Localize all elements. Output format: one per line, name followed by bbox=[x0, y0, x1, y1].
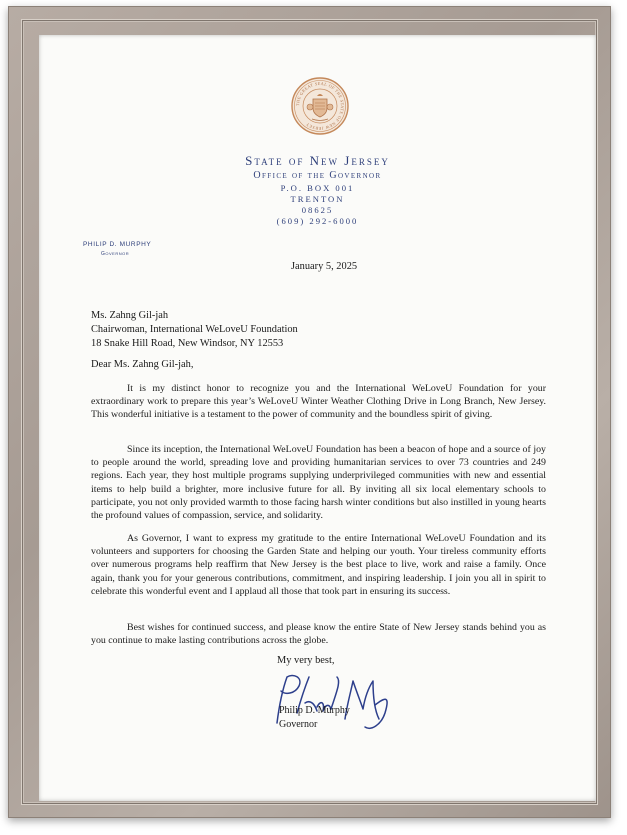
letterhead-po-box: P.O. BOX 001 bbox=[280, 183, 355, 193]
governor-title: Governor bbox=[101, 251, 130, 257]
signature-name: Philip D. Murphy bbox=[279, 705, 350, 716]
letterhead-zip: 08625 bbox=[301, 205, 334, 215]
governor-name: PHILIP D. MURPHY bbox=[83, 241, 152, 248]
letterhead-phone: (609) 292-6000 bbox=[276, 216, 359, 226]
body-paragraph: Best wishes for continued success, and please know the entire State of New Jersey stands behind you as you continue to make lasting contributions across the globe. bbox=[91, 622, 546, 647]
letter-paper bbox=[39, 35, 596, 801]
letter-date: January 5, 2025 bbox=[291, 261, 358, 272]
letterhead-city: TRENTON bbox=[290, 194, 345, 204]
salutation: Dear Ms. Zahng Gil-jah, bbox=[91, 359, 194, 370]
picture-frame bbox=[8, 6, 611, 818]
recipient-name: Ms. Zahng Gil-jah bbox=[91, 310, 169, 321]
body-paragraph: Since its inception, the International WeLoveU Foundation has been a beacon of hope and a source of joy to people around the world, spreading love and providing humanitarian services to over 73 countries and 249 regions. Each year, they host multiple programs supplying underprivileged communities with new and essential items to help build a brighter, more inclusive future for all. By inviting all six local elementary schools to participate, you not only provided warmth to those facing harsh winter conditions but also instilled in young hearts the profound values of compassion, service, and solidarity. bbox=[91, 444, 546, 522]
recipient-address: 18 Snake Hill Road, New Windsor, NY 12553 bbox=[91, 338, 284, 349]
seal-ring-text: THE GREAT SEAL OF THE STATE OF NEW JERSEY bbox=[294, 80, 346, 132]
letterhead-office: Office of the Governor bbox=[253, 170, 382, 181]
signature-title: Governor bbox=[279, 719, 318, 730]
letterhead-title: State of New Jersey bbox=[245, 153, 390, 168]
closing: My very best, bbox=[277, 655, 335, 666]
body-paragraph: As Governor, I want to express my gratitude to the entire International WeLoveU Foundation and its volunteers and supporters for choosing the Garden State and helping our youth. Your tireless community efforts over numerous programs help reaffirm that New Jersey is the best place to live, work and raise a family. Once again, thank you for your generous contributions, commitment, and inspiring leadership. I join you all in spirit to celebrate this wonderful event and I applaud all those that took part in ensuring its success. bbox=[91, 533, 546, 597]
body-paragraph: It is my distinct honor to recognize you and the International WeLoveU Foundation for your extraordinary work to prepare this year’s WeLoveU Winter Weather Clothing Drive in Long Branch, New Jersey. This wonderful initiative is a testament to the power of community and the boundless spirit of giving. bbox=[91, 383, 546, 421]
state-seal-icon bbox=[291, 77, 349, 135]
recipient-title: Chairwoman, International WeLoveU Foundation bbox=[91, 324, 298, 335]
